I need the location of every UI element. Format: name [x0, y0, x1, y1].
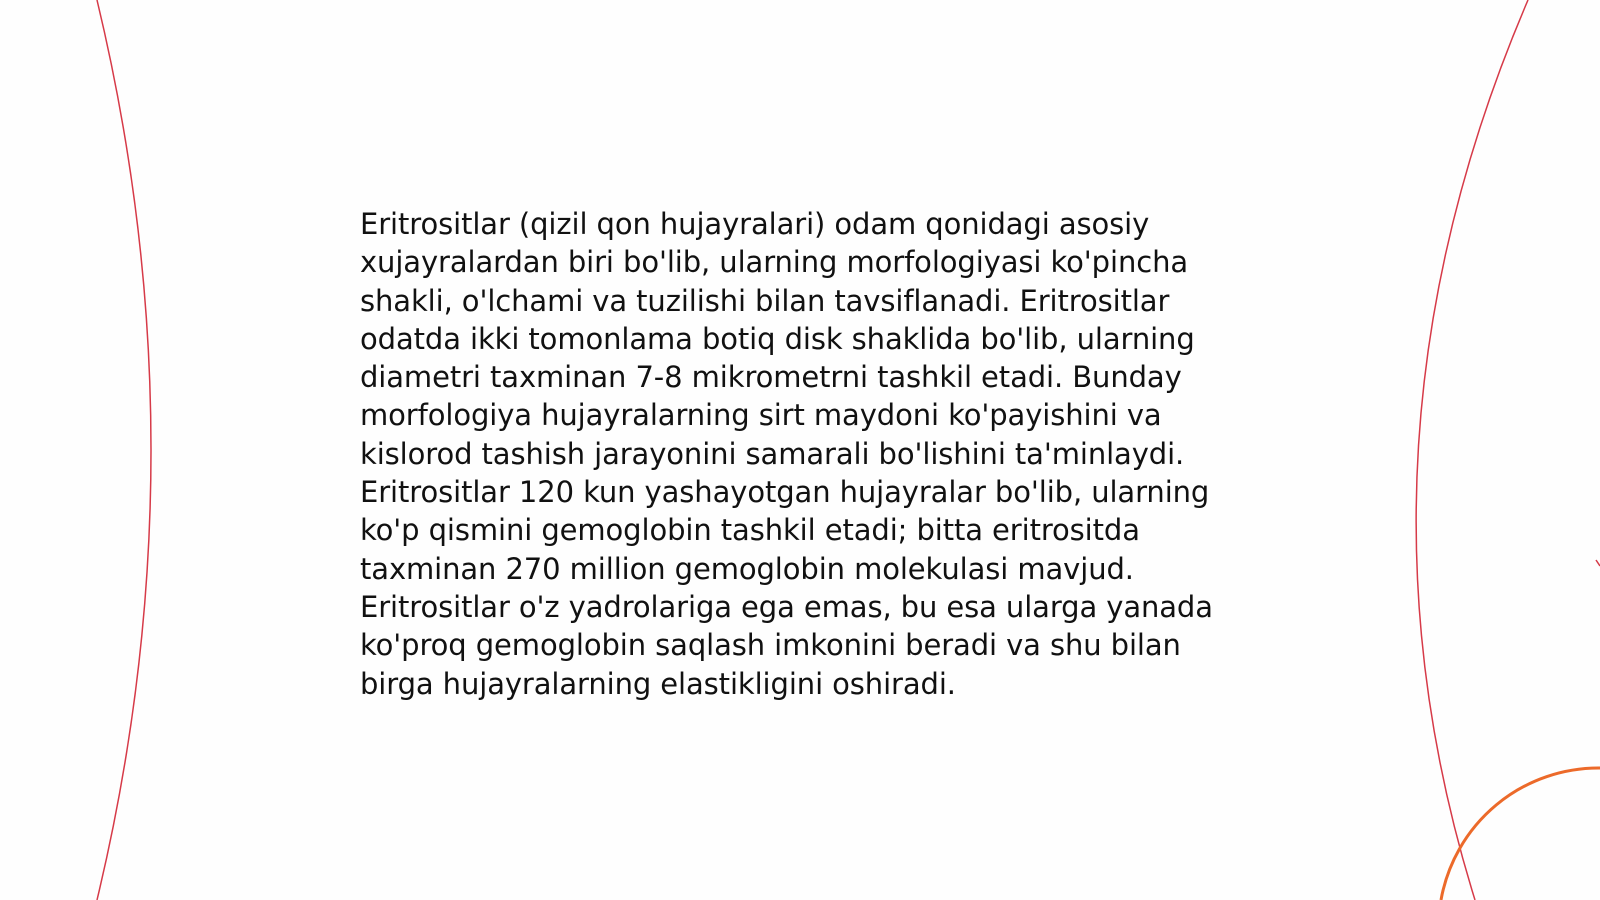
orange-circle-arc: [1441, 768, 1600, 900]
body-paragraph: Eritrositlar (qizil qon hujayralari) odam qonidagi asosiy xujayralardan biri bo'lib, ularning morfologiyasi ko'pincha shakli, o'lchami va tuzilishi bilan tavsiflanadi. Eritrositlar odatda ikki tomonlama botiq disk shaklida bo'lib, ularning diametri taxminan 7-8 mikrometrni tashkil etadi. Bunday morfologiya hujayralarning sirt maydoni ko'payishini va kislorod tashish jarayonini samarali bo'lishini ta'minlaydi. Eritrositlar 120 kun yashayotgan hujayralar bo'lib, ularning ko'p qismini gemoglobin tashkil etadi; bitta eritrositda taxminan 270 million gemoglobin molekulasi mavjud. Eritrositlar o'z yadrolariga ega emas, bu esa ularga yanada ko'proq gemoglobin saqlash imkonini beradi va shu bilan birga hujayralarning elastikligini oshiradi.: [360, 207, 1213, 701]
tick-mark: [1596, 560, 1600, 566]
right-arc: [1416, 0, 1528, 900]
left-arc: [97, 0, 151, 900]
